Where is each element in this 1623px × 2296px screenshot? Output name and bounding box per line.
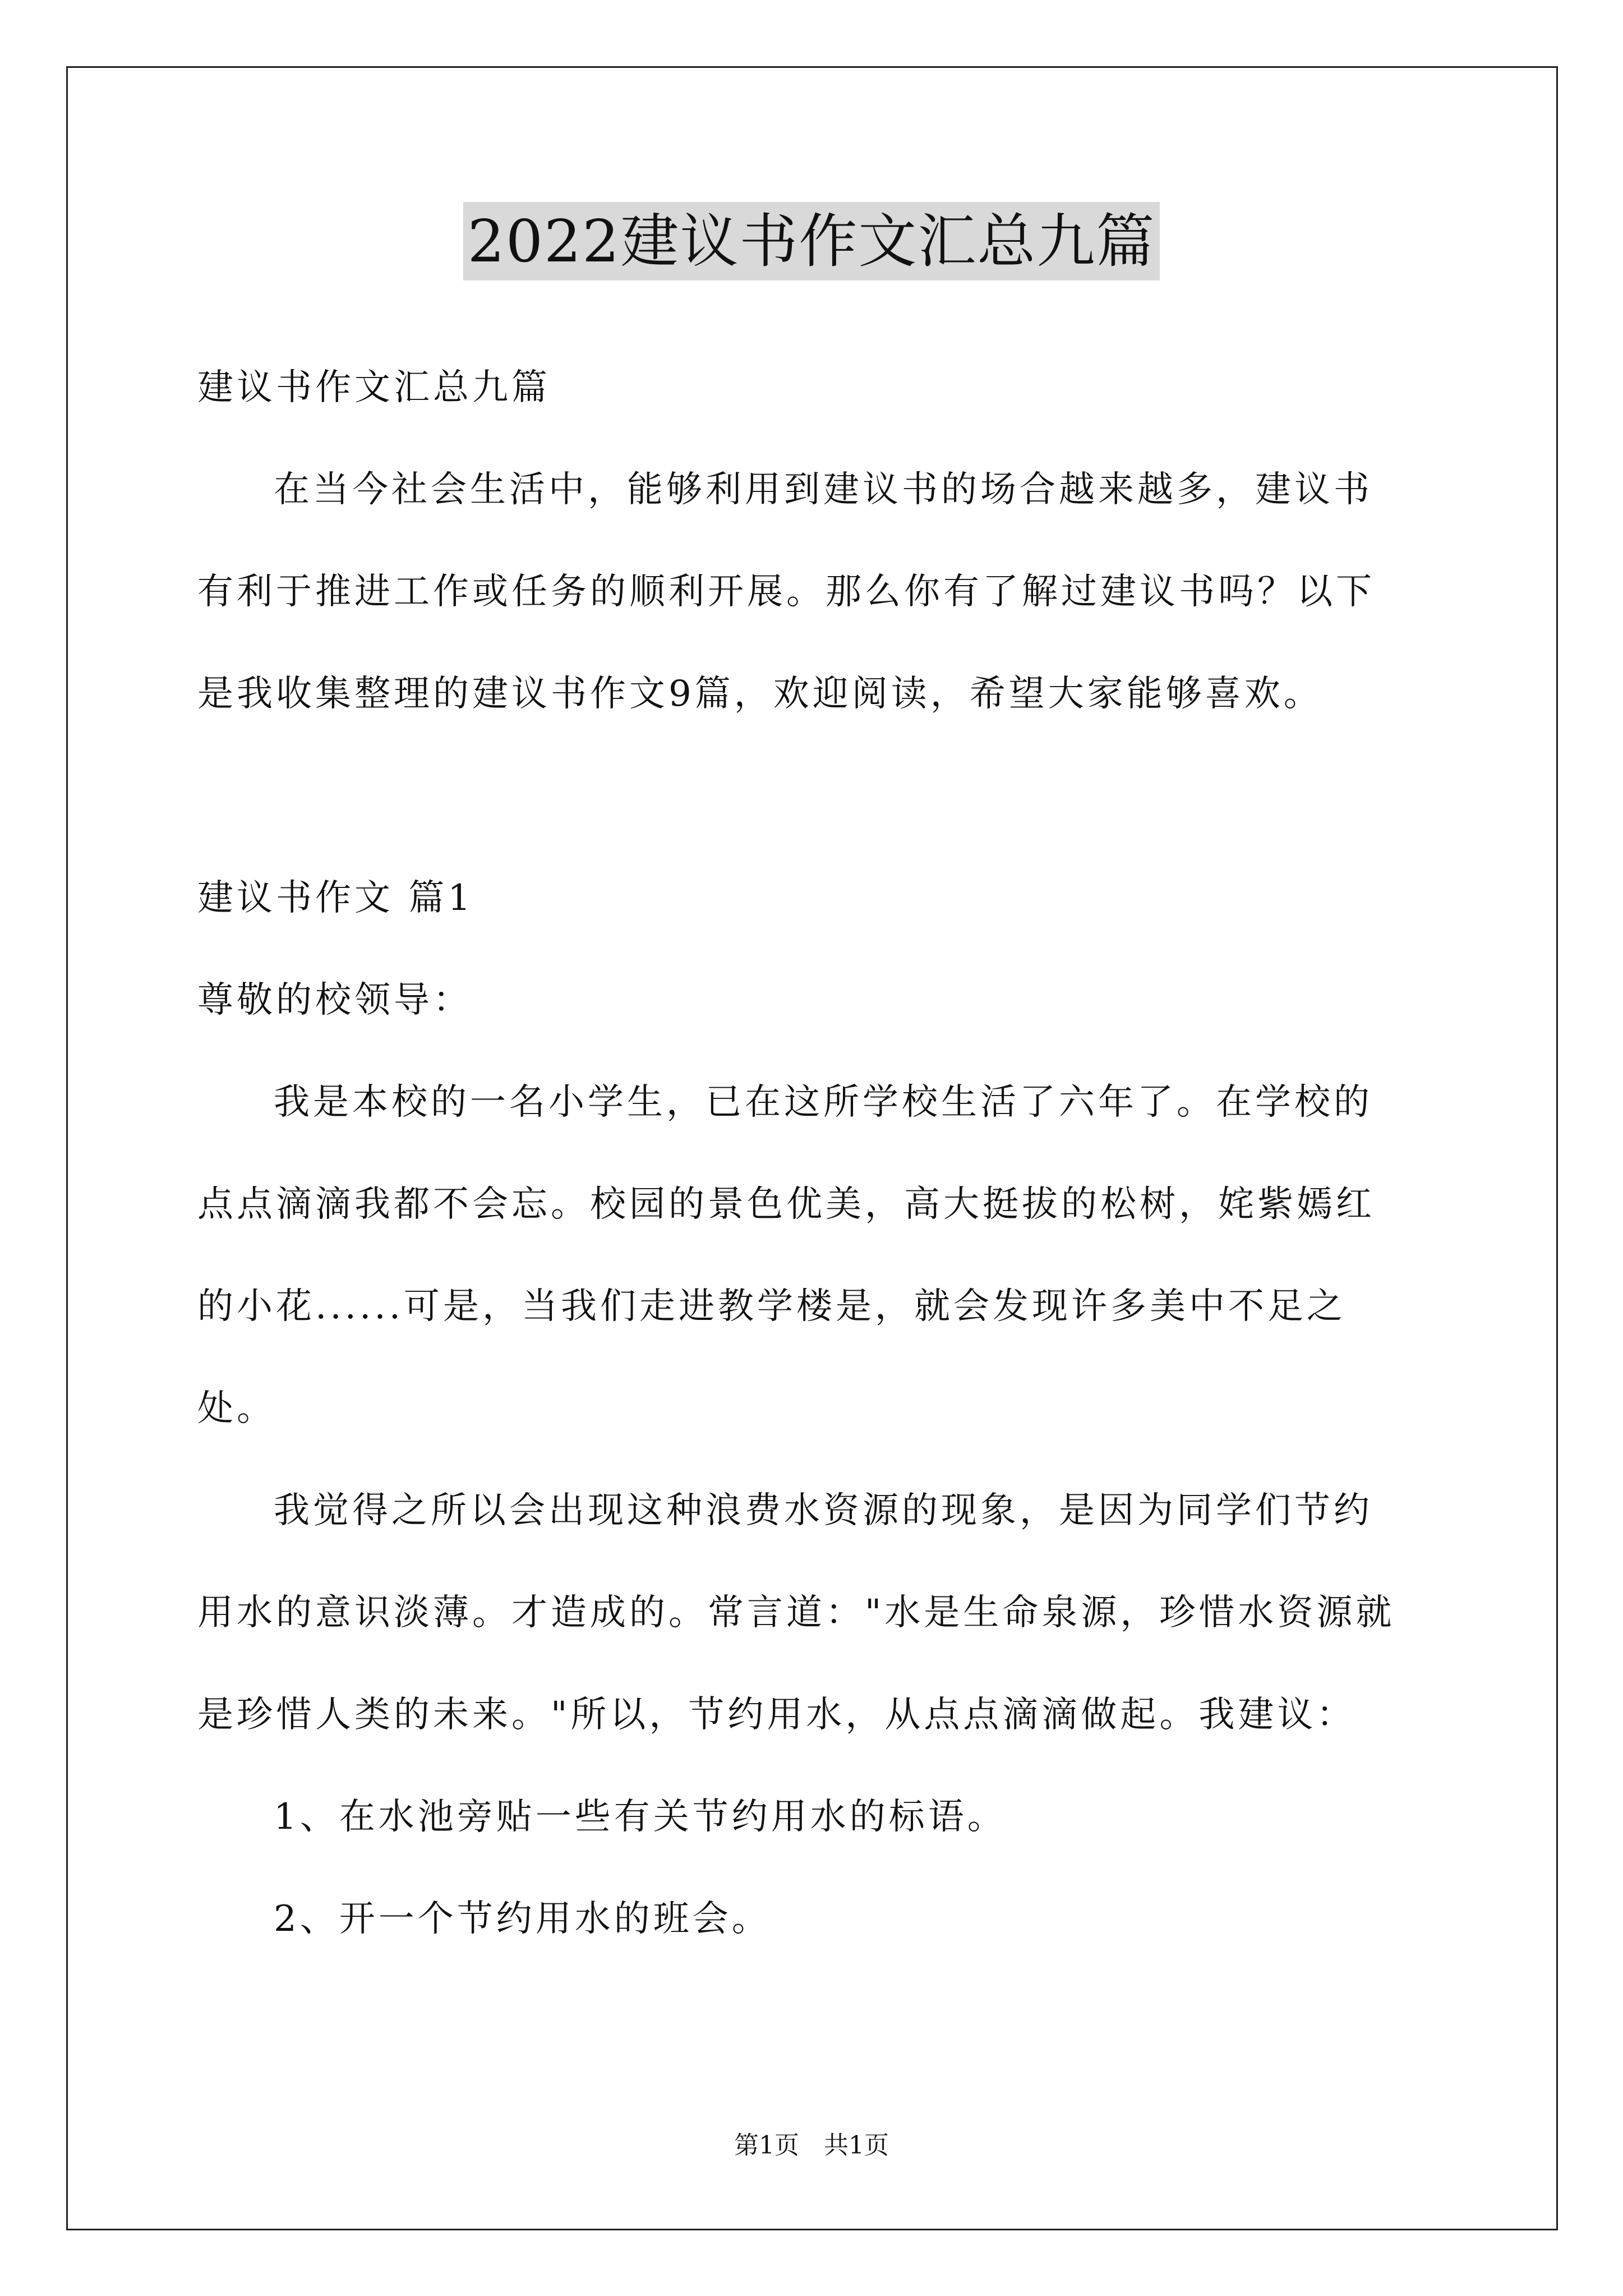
para2-line-2: 用水的意识淡薄。才造成的。常言道："水是生命泉源，珍惜水资源就 [197, 1592, 1395, 1634]
document-body [197, 337, 1431, 1970]
intro-line-2: 有利于推进工作或任务的顺利开展。那么你有了解过建议书吗？以下 [197, 571, 1375, 613]
document-title: 2022建议书作文汇总九篇 [463, 202, 1160, 280]
intro-line-1: 在当今社会生活中，能够利用到建议书的场合越来越多，建议书 [274, 469, 1373, 510]
title-container [0, 202, 1623, 280]
section-heading: 建议书作文 篇1 [197, 877, 474, 919]
para1-line-2: 点点滴滴我都不会忘。校园的景色优美，高大挺拔的松树，姹紫嫣红 [197, 1184, 1375, 1225]
spacer [197, 745, 1431, 847]
para1-line-4: 处。 [197, 1388, 276, 1429]
subtitle: 建议书作文汇总九篇 [197, 367, 551, 408]
intro-line-3: 是我收集整理的建议书作文9篇，欢迎阅读，希望大家能够喜欢。 [197, 673, 1323, 715]
list-item-2: 2、开一个节约用水的班会。 [274, 1898, 771, 1940]
page-footer: 第1页 共1页 [734, 2131, 889, 2160]
para2-line-3: 是珍惜人类的未来。"所以，节约用水，从点点滴滴做起。我建议： [197, 1694, 1356, 1736]
salutation: 尊敬的校领导： [197, 979, 472, 1021]
para2-line-1: 我觉得之所以会出现这种浪费水资源的现象，是因为同学们节约 [274, 1490, 1373, 1531]
para1-line-3: 的小花......可是，当我们走进教学楼是，就会发现许多美中不足之 [197, 1286, 1347, 1327]
list-item-1: 1、在水池旁贴一些有关节约用水的标语。 [274, 1796, 1007, 1838]
para1-line-1: 我是本校的一名小学生，已在这所学校生活了六年了。在学校的 [274, 1082, 1373, 1123]
